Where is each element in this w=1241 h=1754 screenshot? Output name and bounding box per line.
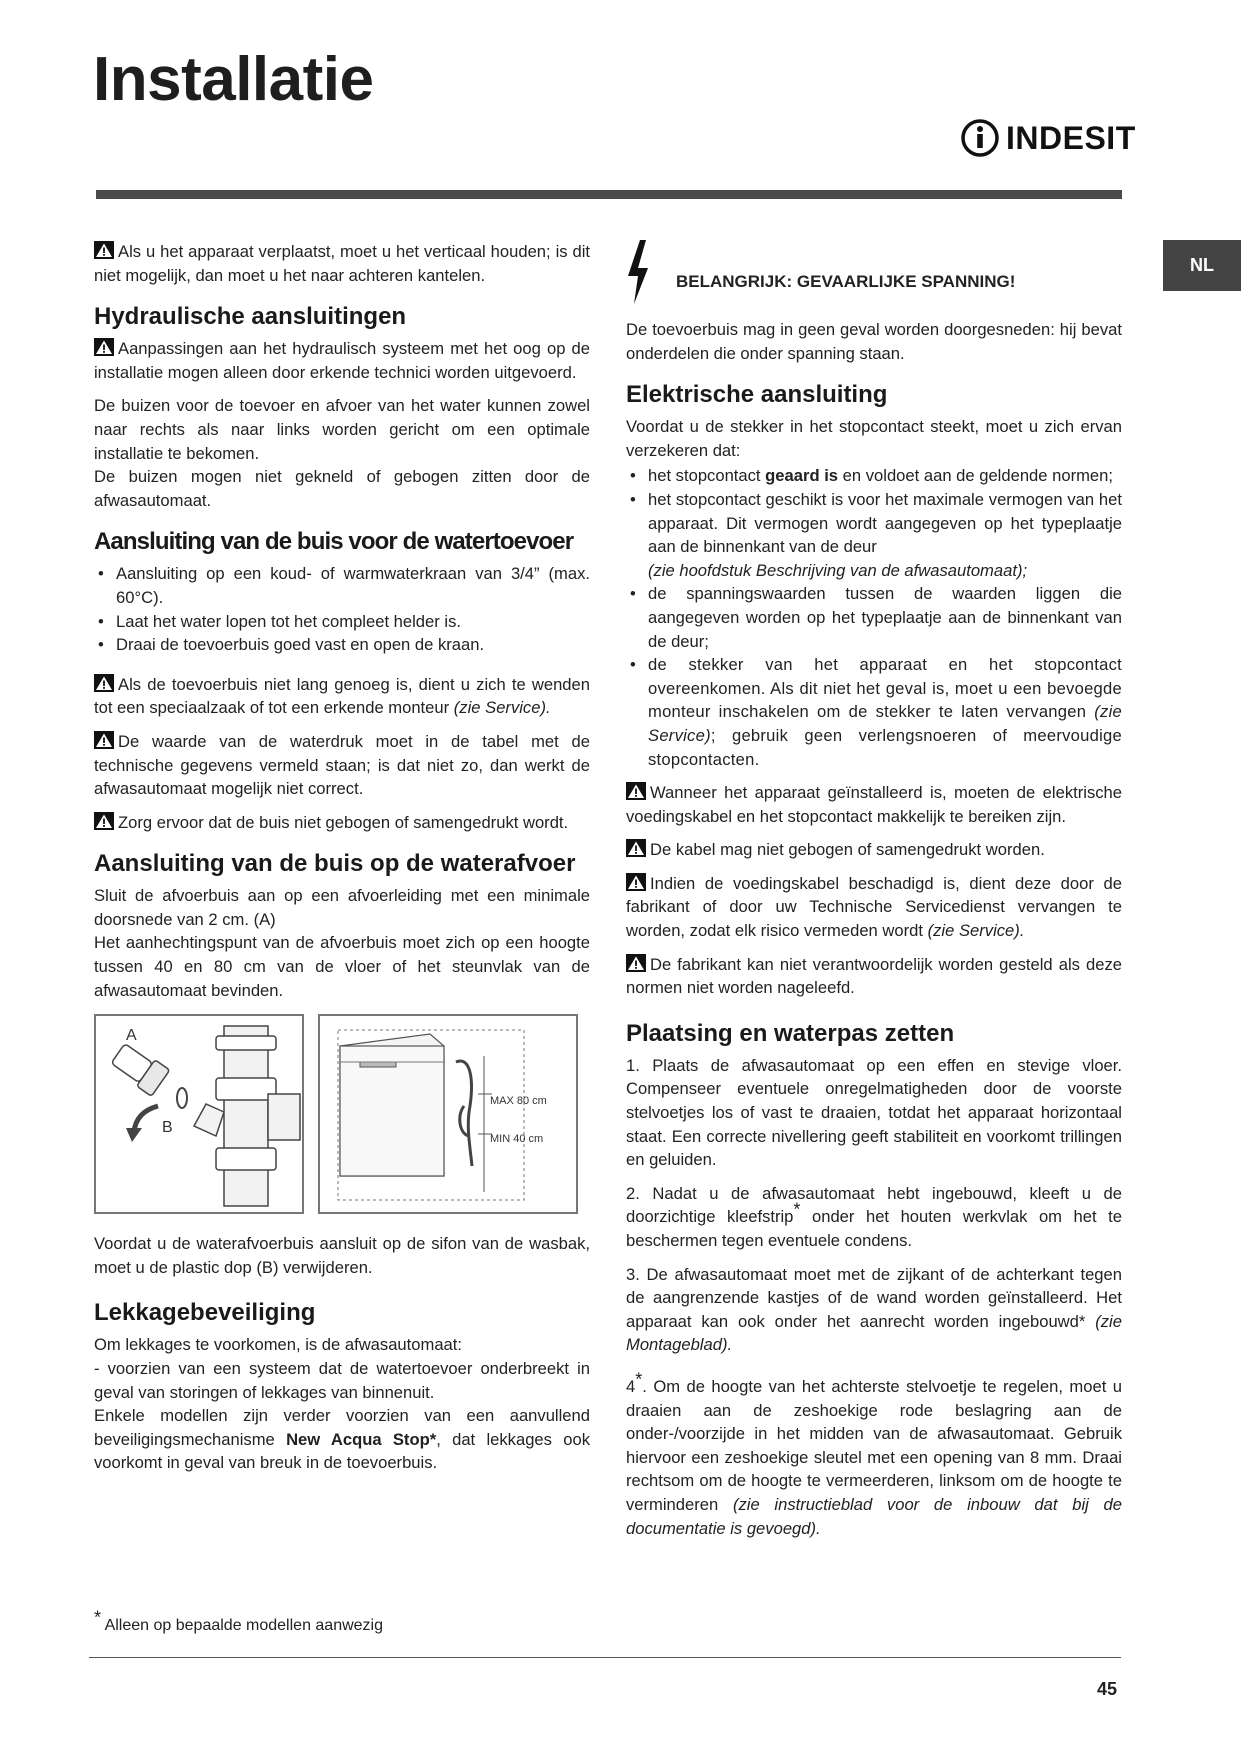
warning-icon xyxy=(626,839,646,857)
leak-paragraph-2: - voorzien van een systeem dat de watertoevoer onderbreekt in geval van storingen of lekkages van binnenuit. xyxy=(94,1359,590,1402)
brand-logo xyxy=(960,118,1136,158)
drain-paragraph-3: Voordat u de waterafvoerbuis aansluit op de sifon van de wasbak, moet u de plastic dop (B) verwijderen. xyxy=(94,1234,590,1277)
supply-list xyxy=(94,562,590,656)
hydraulic-paragraph-1: De buizen voor de toevoer en afvoer van het water kunnen zowel naar rechts als naar links worden gericht om een optimale installatie te bekomen. xyxy=(94,396,590,463)
electric-heading: Elektrische aansluiting xyxy=(626,381,888,409)
left-column xyxy=(94,240,590,1485)
lightning-bolt-icon xyxy=(626,240,660,304)
electric-list xyxy=(626,464,1122,771)
hydraulic-heading: Hydraulische aansluitingen xyxy=(94,303,407,331)
electric-intro: Voordat u de stekker in het stopcontact steekt, moet u zich ervan verzekeren dat: xyxy=(626,417,1122,460)
placement-paragraph-1: 1. Plaats de afwasautomaat op een effen en stevige vloer. Compenseer eventuele onregelmatigheden door de voorste stelvoetjes los of vast te draaien, totdat het apparaat horizontaal staat. Een correcte nivellering geeft stabiliteit en voorkomt trillingen en geluiden. xyxy=(626,1055,1122,1170)
list-item: • Laat het water lopen tot het compleet helder is. xyxy=(94,610,590,634)
hydraulic-paragraph-2: De buizen mogen niet gekneld of gebogen zitten door de afwasautomaat. xyxy=(94,467,590,510)
right-column xyxy=(626,240,1122,1550)
intro-warning: Als u het apparaat verplaatst, moet u het verticaal houden; is dit niet mogelijk, dan moet u het naar achteren kantelen. xyxy=(94,242,590,285)
warning-icon xyxy=(94,674,114,692)
warning-icon xyxy=(626,873,646,891)
drain-heading: Aansluiting van de buis op de waterafvoer xyxy=(94,850,576,878)
leak-heading: Lekkagebeveiliging xyxy=(94,1299,316,1327)
warning-icon xyxy=(626,954,646,972)
indesit-logo-icon xyxy=(960,118,1000,158)
leak-paragraph-3: Enkele modellen zijn verder voorzien van een aanvullend beveiligingsmechanisme New Acqua Stop*, dat lekkages ook voorkomt in geval van breuk in de toevoerbuis. xyxy=(94,1406,590,1473)
warning-icon xyxy=(94,338,114,356)
leak-paragraph-1: Om lekkages te voorkomen, is de afwasautomaat: xyxy=(94,1335,463,1355)
placement-heading: Plaatsing en waterpas zetten xyxy=(626,1019,955,1047)
drain-paragraph-1: Sluit de afvoerbuis aan op een afvoerleiding met een minimale doorsnede van 2 cm. (A) xyxy=(94,886,590,929)
max-height-label: MAX 80 cm xyxy=(490,1095,547,1108)
page-number: 45 xyxy=(1097,1679,1118,1699)
page-title: Installatie xyxy=(93,45,374,114)
warning-icon xyxy=(94,731,114,749)
header-divider xyxy=(96,190,1122,199)
drain-paragraph-2: Het aanhechtingspunt van de afvoerbuis moet zich op een hoogte tussen 40 en 80 cm van de vloer of het steunvlak van de afwasautomaat bevinden. xyxy=(94,933,590,1000)
electric-warning-1: Wanneer het apparaat geïnstalleerd is, moeten de elektrische voedingskabel en het stopcontact makkelijk te bereiken zijn. xyxy=(626,783,1122,826)
footer-divider xyxy=(89,1657,1121,1658)
list-item: • Draai de toevoerbuis goed vast en open de kraan. xyxy=(94,633,590,657)
warning-icon xyxy=(94,812,114,830)
list-item: • het stopcontact geschikt is voor het maximale vermogen van het apparaat. Dit vermogen wordt aangegeven op het typeplaatje aan de binnenkant van de deur (zie hoofdstuk Beschrijving van de afwasautomaat); xyxy=(626,488,1122,582)
danger-paragraph: De toevoerbuis mag in geen geval worden doorgesneden: hij bevat onderdelen die onder spanning staan. xyxy=(626,320,1122,363)
min-height-label: MIN 40 cm xyxy=(490,1133,544,1146)
language-tab: NL xyxy=(1163,240,1241,291)
electric-warning-2: De kabel mag niet gebogen of samengedrukt worden. xyxy=(626,838,1122,862)
brand-name: INDESIT xyxy=(1006,119,1136,156)
supply-warning-3: Zorg ervoor dat de buis niet gebogen of samengedrukt wordt. xyxy=(94,811,590,835)
supply-warning-1: Als de toevoerbuis niet lang genoeg is, dient u zich te wenden tot een speciaalzaak of tot een erkende monteur (zie Service). xyxy=(94,674,590,718)
placement-paragraph-2: 2. Nadat u de afwasautomaat hebt ingebouwd, kleeft u de doorzichtige kleefstrip* onder het houten werkvlak om het te beschermen tegen eventuele condens. xyxy=(626,1183,1122,1250)
siphon-diagram xyxy=(94,1014,304,1214)
placement-paragraph-4: 4*. Om de hoogte van het achterste stelvoetje te regelen, moet u draaien aan de zeshoekige rode beslagring aan de onder-/voorzijde in het midden van de afwasautomaat. Gebruik hiervoor een zeshoekige sleutel met een opening van 8 mm. Draai rechtsom om de hoogte te vermeerderen, linksom om de hoogte te verminderen (zie instructieblad voor de inbouw dat bij de documentatie is gevoegd). xyxy=(626,1369,1122,1538)
footnote: * Alleen op bepaalde modellen aanwezig xyxy=(94,1607,384,1634)
list-item: • de spanningswaarden tussen de waarden liggen die aangegeven worden op het typeplaatje aan de binnenkant van de deur; xyxy=(626,582,1122,653)
height-diagram xyxy=(318,1014,578,1214)
danger-heading: BELANGRIJK: GEVAARLIJKE SPANNING! xyxy=(676,272,1016,292)
electric-warning-4: De fabrikant kan niet verantwoordelijk worden gesteld als deze normen niet worden nageleefd. xyxy=(626,954,1122,998)
label-a: A xyxy=(126,1027,137,1045)
list-item: • Aansluiting op een koud- of warmwaterkraan van 3/4” (max. 60°C). xyxy=(94,562,590,609)
list-item: • de stekker van het apparaat en het stopcontact overeenkomen. Als dit niet het geval is, moet u een bevoegde monteur inschakelen om de stekker te laten vervangen (zie Service); gebruik geen verlengsnoeren of meervoudige stopcontacten. xyxy=(626,653,1122,771)
electric-warning-3: Indien de voedingskabel beschadigd is, dient deze door de fabrikant of door uw Technische Servicedienst vervangen te worden, zodat elk risico vermeden wordt (zie Service). xyxy=(626,873,1122,941)
warning-icon xyxy=(94,241,114,259)
supply-heading: Aansluiting van de buis voor de watertoevoer xyxy=(94,528,574,556)
warning-icon xyxy=(626,782,646,800)
label-b: B xyxy=(162,1119,173,1137)
hydraulic-warning: Aanpassingen aan het hydraulisch systeem met het oog op de installatie mogen alleen door erkende technici worden uitgevoerd. xyxy=(94,339,590,382)
danger-notice xyxy=(626,240,1122,304)
placement-paragraph-3: 3. De afwasautomaat moet met de zijkant of de achterkant tegen de aangrenzende kastjes of de wand worden geïnstalleerd. Het apparaat kan ook onder het aanrecht worden ingebouwd* (zie Montageblad). xyxy=(626,1264,1122,1355)
drain-diagrams xyxy=(94,1014,590,1214)
supply-warning-2: De waarde van de waterdruk moet in de tabel met de technische gegevens vermeld staan; is dat niet zo, dan werkt de afwasautomaat mogelijk niet correct. xyxy=(94,731,590,799)
list-item: • het stopcontact geaard is en voldoet aan de geldende normen; xyxy=(626,464,1122,488)
